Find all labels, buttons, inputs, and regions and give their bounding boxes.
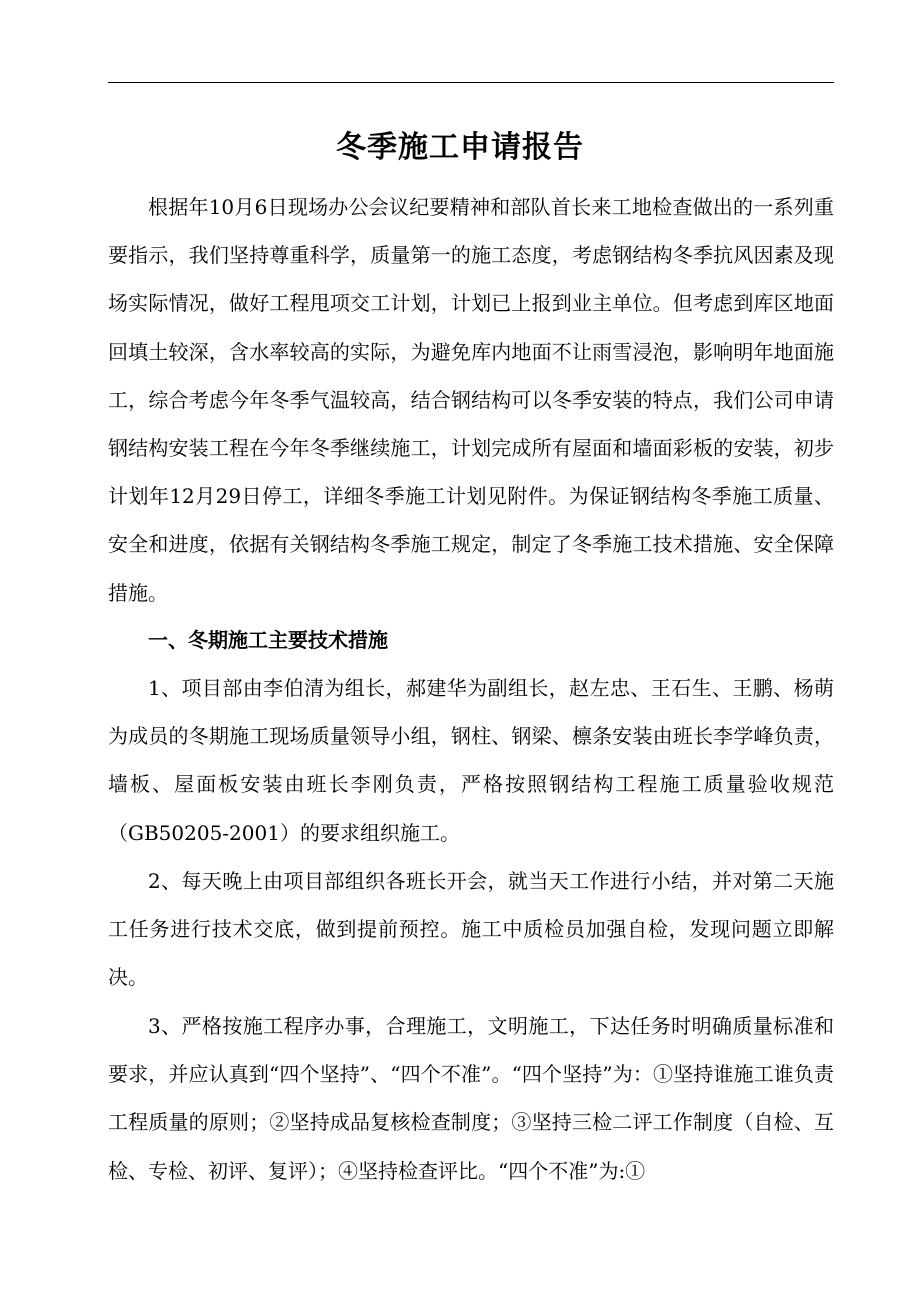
measure-item-3: 3、严格按施工程序办事，合理施工，文明施工，下达任务时明确质量标准和要求，并应认真到“四个坚持”、“四个不准”。“四个坚持”为：①坚持谁施工谁负责工程质量的原则；②坚持成品复核检查制度；③坚持三检二评工作制度（自检、互检、专检、初评、复评）；④坚持检查评比。“四个不准”为:①	[108, 1014, 834, 1183]
document-title: 冬季施工申请报告	[336, 130, 584, 165]
header-rule	[108, 82, 834, 83]
section-heading: 一、冬期施工主要技术措施	[148, 628, 388, 652]
intro-paragraph: 根据年10月6日现场办公会议纪要精神和部队首长来工地检查做出的一系列重要指示，我们坚持尊重科学，质量第一的施工态度，考虑钢结构冬季抗风因素及现场实际情况，做好工程甩项交工计划，计划已上报到业主单位。但考虑到库区地面回填土较深，含水率较高的实际，为避免库内地面不让雨雪浸泡，影响明年地面施工，综合考虑今年冬季气温较高，结合钢结构可以冬季安装的特点，我们公司申请钢结构安装工程在今年冬季继续施工，计划完成所有屋面和墙面彩板的安装，初步计划年12月29日停工，详细冬季施工计划见附件。为保证钢结构冬季施工质量、安全和进度，依据有关钢结构冬季施工规定，制定了冬季施工技术措施、安全保障措施。	[108, 195, 834, 605]
measure-item-2: 2、每天晚上由项目部组织各班长开会，就当天工作进行小结，并对第二天施工任务进行技术交底，做到提前预控。施工中质检员加强自检，发现问题立即解决。	[108, 869, 834, 990]
measure-item-1: 1、项目部由李伯清为组长，郝建华为副组长，赵左忠、王石生、王鹏、杨萌为成员的冬期施工现场质量领导小组，钢柱、钢梁、檩条安装由班长李学峰负责，墙板、屋面板安装由班长李刚负责，严格按照钢结构工程施工质量验收规范（GB50205-2001）的要求组织施工。	[108, 676, 834, 845]
